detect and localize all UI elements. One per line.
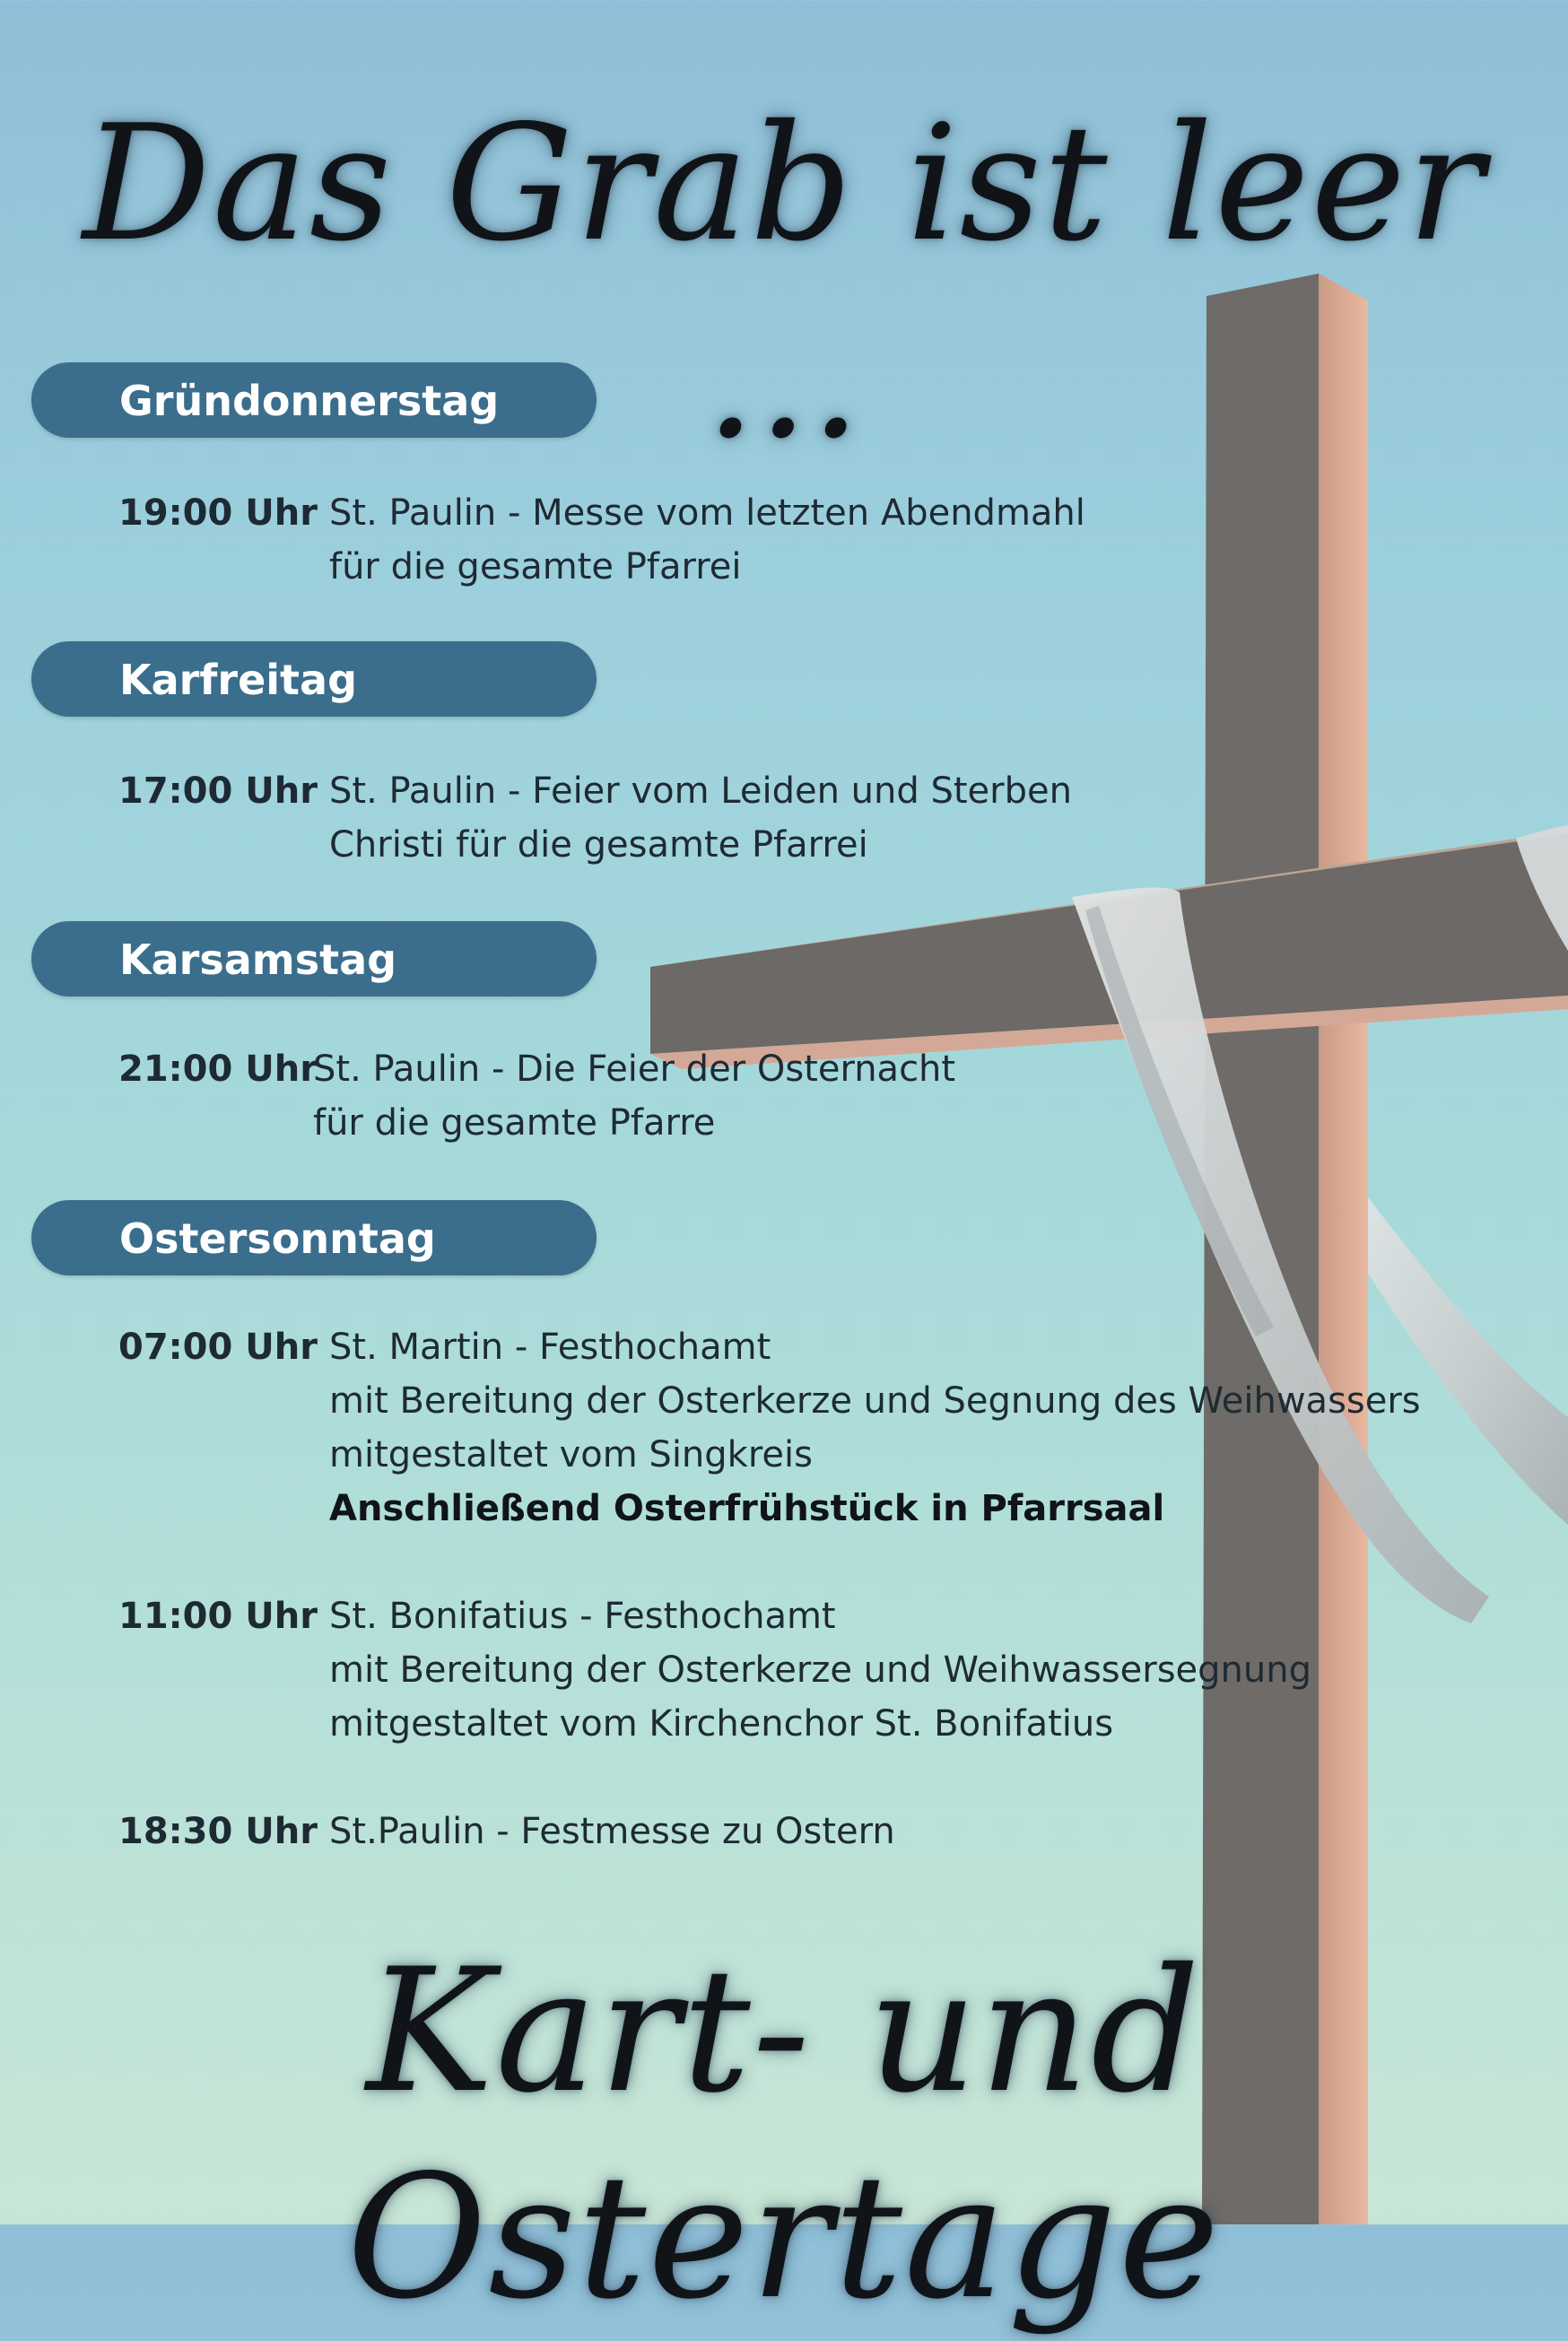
entry-line: für die gesamte Pfarrei [329,546,742,587]
day-label: Gründonnerstag [119,377,500,425]
day-header-ostersonntag [31,1200,597,1275]
entry-line: Christi für die gesamte Pfarrei [329,824,868,866]
entry-line: St. Paulin - Feier vom Leiden und Sterben [329,770,1072,812]
entry-description [329,764,1072,872]
entry-description [329,486,1085,594]
entry-description [329,1589,1311,1751]
entry-line: St. Paulin - Messe vom letzten Abendmahl [329,492,1085,534]
entry-line: mitgestaltet vom Singkreis [329,1434,813,1475]
entry-description [313,1042,955,1150]
entry-line: mit Bereitung der Osterkerze und Segnung des Weihwassers [329,1380,1421,1422]
day-label: Karfreitag [119,656,357,704]
day-label: Karsamstag [119,936,397,984]
day-header-gruendonnerstag [31,362,597,438]
day-label: Ostersonntag [119,1214,436,1263]
entry-time: 17:00 Uhr [118,770,318,812]
entry-time: 07:00 Uhr [118,1327,318,1368]
entry-line: mit Bereitung der Osterkerze und Weihwassersegnung [329,1649,1311,1691]
entry-time: 19:00 Uhr [118,492,318,534]
entry-time: 11:00 Uhr [118,1596,318,1637]
day-header-karsamstag [31,921,597,996]
day-header-karfreitag [31,641,597,717]
entry-line: St. Paulin - Die Feier der Osternacht [313,1049,956,1090]
entry-description [329,1805,895,1858]
entry-time: 18:30 Uhr [118,1811,318,1852]
entry-time: 21:00 Uhr [118,1049,318,1090]
entry-line: mitgestaltet vom Kirchenchor St. Bonifatius [329,1703,1114,1745]
entry-line: St. Bonifatius - Festhochamt [329,1596,836,1637]
entry-line: für die gesamte Pfarre [313,1102,716,1144]
entry-description [329,1320,1421,1536]
headline-top: Das Grab ist leer ... [83,91,1485,474]
entry-line: St.Paulin - Festmesse zu Ostern [329,1811,895,1852]
entry-line-highlight: Anschließend Osterfrühstück in Pfarrsaal [329,1488,1165,1529]
headline-bottom: Kart- und Ostertage [346,1932,1222,2337]
entry-line: St. Martin - Festhochamt [329,1327,771,1368]
